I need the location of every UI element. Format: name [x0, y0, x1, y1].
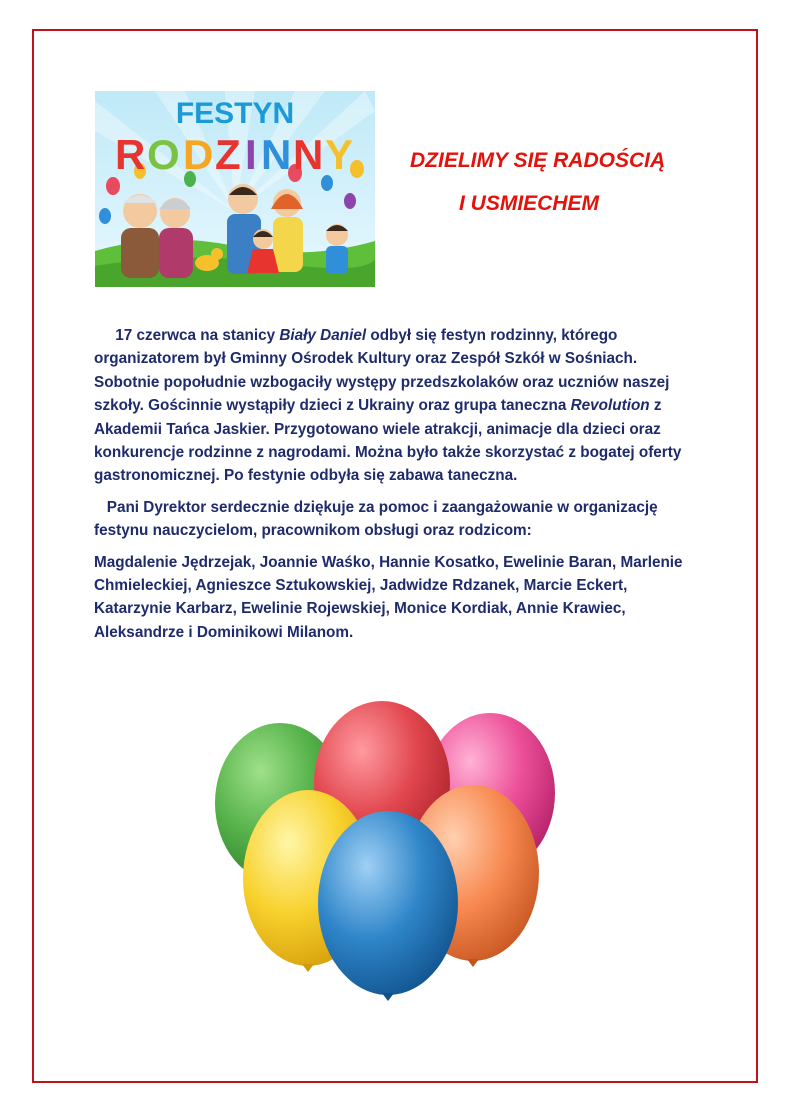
text-run: Magdalenie Jędrzejak, Joannie Waśko, Hannie Kosatko, Ewelinie Baran, Marlenie Chmieleckiej, Agnieszce Sztukowskiej, Jadwidze Rdzanek, Marcie Eckert, Katarzynie Karbarz, Ewelinie Rojewskiej, Monice Kordiak, Annie Krawiec, Aleksandrze i Dominikowi Milanom.: [94, 553, 683, 641]
headline: [380, 150, 710, 214]
poster-letter: Y: [325, 131, 354, 178]
paragraph-names: [94, 551, 704, 645]
location-name: Biały Daniel: [279, 327, 367, 344]
paragraph-intro: [94, 324, 704, 488]
text-run: 17 czerwca na stanicy: [115, 327, 280, 344]
balloons-icon: [190, 688, 580, 1008]
festyn-rodzinny-poster: [95, 91, 375, 287]
poster-letter: N: [293, 131, 324, 178]
paragraph-thanks: [94, 496, 704, 543]
poster-letter: Z: [215, 131, 241, 178]
poster-letter: O: [147, 131, 180, 178]
article-body: [94, 324, 704, 652]
text-run: odbył się festyn rodzinny, którego organizatorem był Gminny Ośrodek Kultury oraz Zespół Szkół w Sośniach. Sobotnie popołudnie wzbogaciły występy przedszkolaków oraz uczniów naszej szkoły. Gościnnie wystąpiły dzieci z Ukrainy oraz grupa taneczna: [94, 327, 670, 415]
headline-line-1: DZIELIMY SIĘ RADOŚCIĄ: [410, 149, 666, 172]
poster-letter: R: [115, 131, 146, 178]
headline-line-2: I USMIECHEM: [459, 192, 600, 215]
text-run: Pani Dyrektor serdecznie dziękuje za pomoc i zaangażowanie w organizację festynu nauczycielom, pracownikom obsługi oraz rodzicom:: [94, 498, 658, 540]
poster-letter: N: [261, 131, 292, 178]
group-name: Revolution: [570, 397, 650, 415]
text-run: z Akademii Tańca Jaskier. Przygotowano wiele atrakcji, animacje dla dzieci oraz konkurencje rodzinne z nagrodami. Można było także skorzystać z bogatej oferty gastronomicznej. Po festynie odbyła się zabawa taneczna.: [94, 397, 682, 485]
poster-letter: D: [183, 131, 214, 178]
poster-letter: I: [245, 131, 257, 178]
poster-title-festyn: FESTYN: [175, 97, 295, 130]
